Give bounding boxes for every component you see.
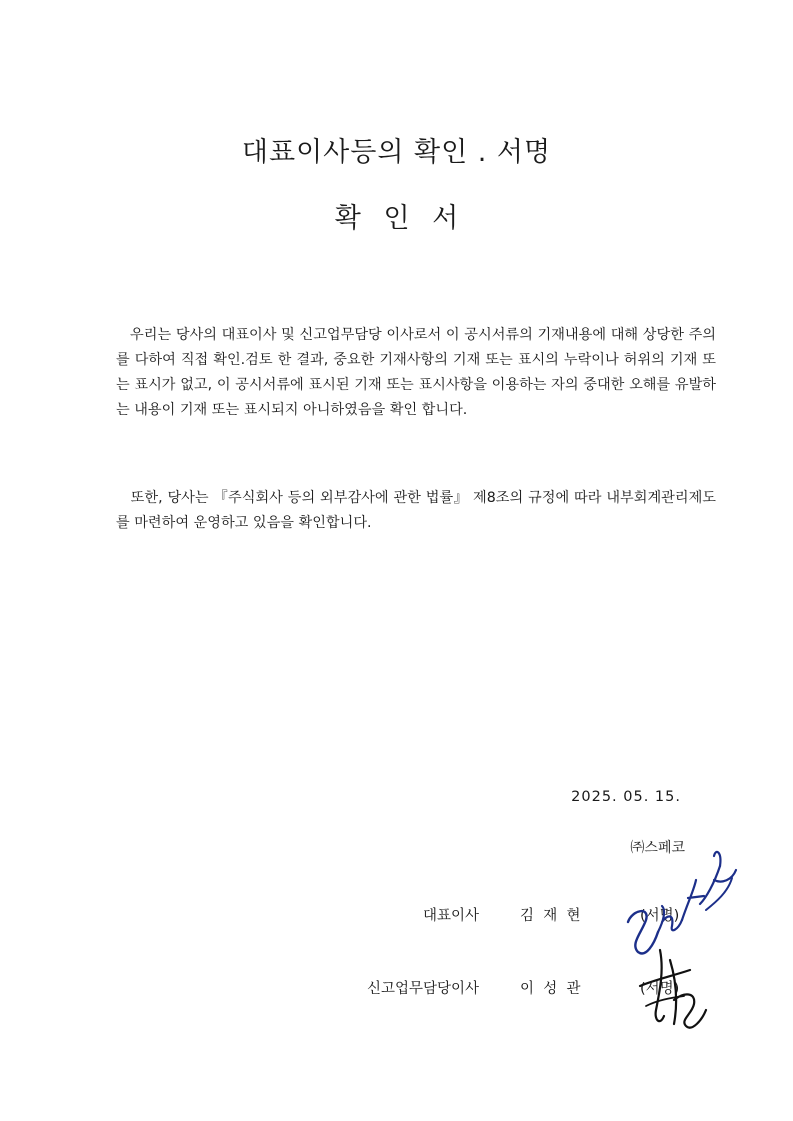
confirmation-paragraph-1: 우리는 당사의 대표이사 및 신고업무담당 이사로서 이 공시서류의 기재내용에 대해 상당한 주의를 다하여 직접 확인.검토 한 결과, 중요한 기재사항의 기재 또는 표시의 누락이나 허위의 기재 또는 표시가 없고, 이 공시서류에 표시된 기재 또는 표시사항을 이용하는 자의 중대한 오해를 유발하는 내용이 기재 또는 표시되지 아니하였음을 확인 합니다. <box>116 327 716 418</box>
signatory-name: 이 성 관 <box>520 981 581 997</box>
document-date: 2025. 05. 15. <box>571 789 681 805</box>
signature-label: (서명) <box>640 981 680 997</box>
signature-label: (서명) <box>640 908 680 924</box>
confirmation-paragraph-2: 또한, 당사는 『주식회사 등의 외부감사에 관한 법률』 제8조의 규정에 따라 내부회계관리제도를 마련하여 운영하고 있음을 확인합니다. <box>116 490 716 531</box>
signatory-role: 신고업무담당이사 <box>366 981 479 997</box>
document-title: 대표이사등의 확인 . 서명 <box>241 137 552 168</box>
signatory-name: 김 재 현 <box>520 908 581 924</box>
company-name: ㈜스페코 <box>630 840 685 856</box>
handwritten-signature-director <box>630 940 720 1040</box>
signatory-role: 대표이사 <box>422 908 479 924</box>
document-subtitle: 확 인 서 <box>334 203 459 234</box>
